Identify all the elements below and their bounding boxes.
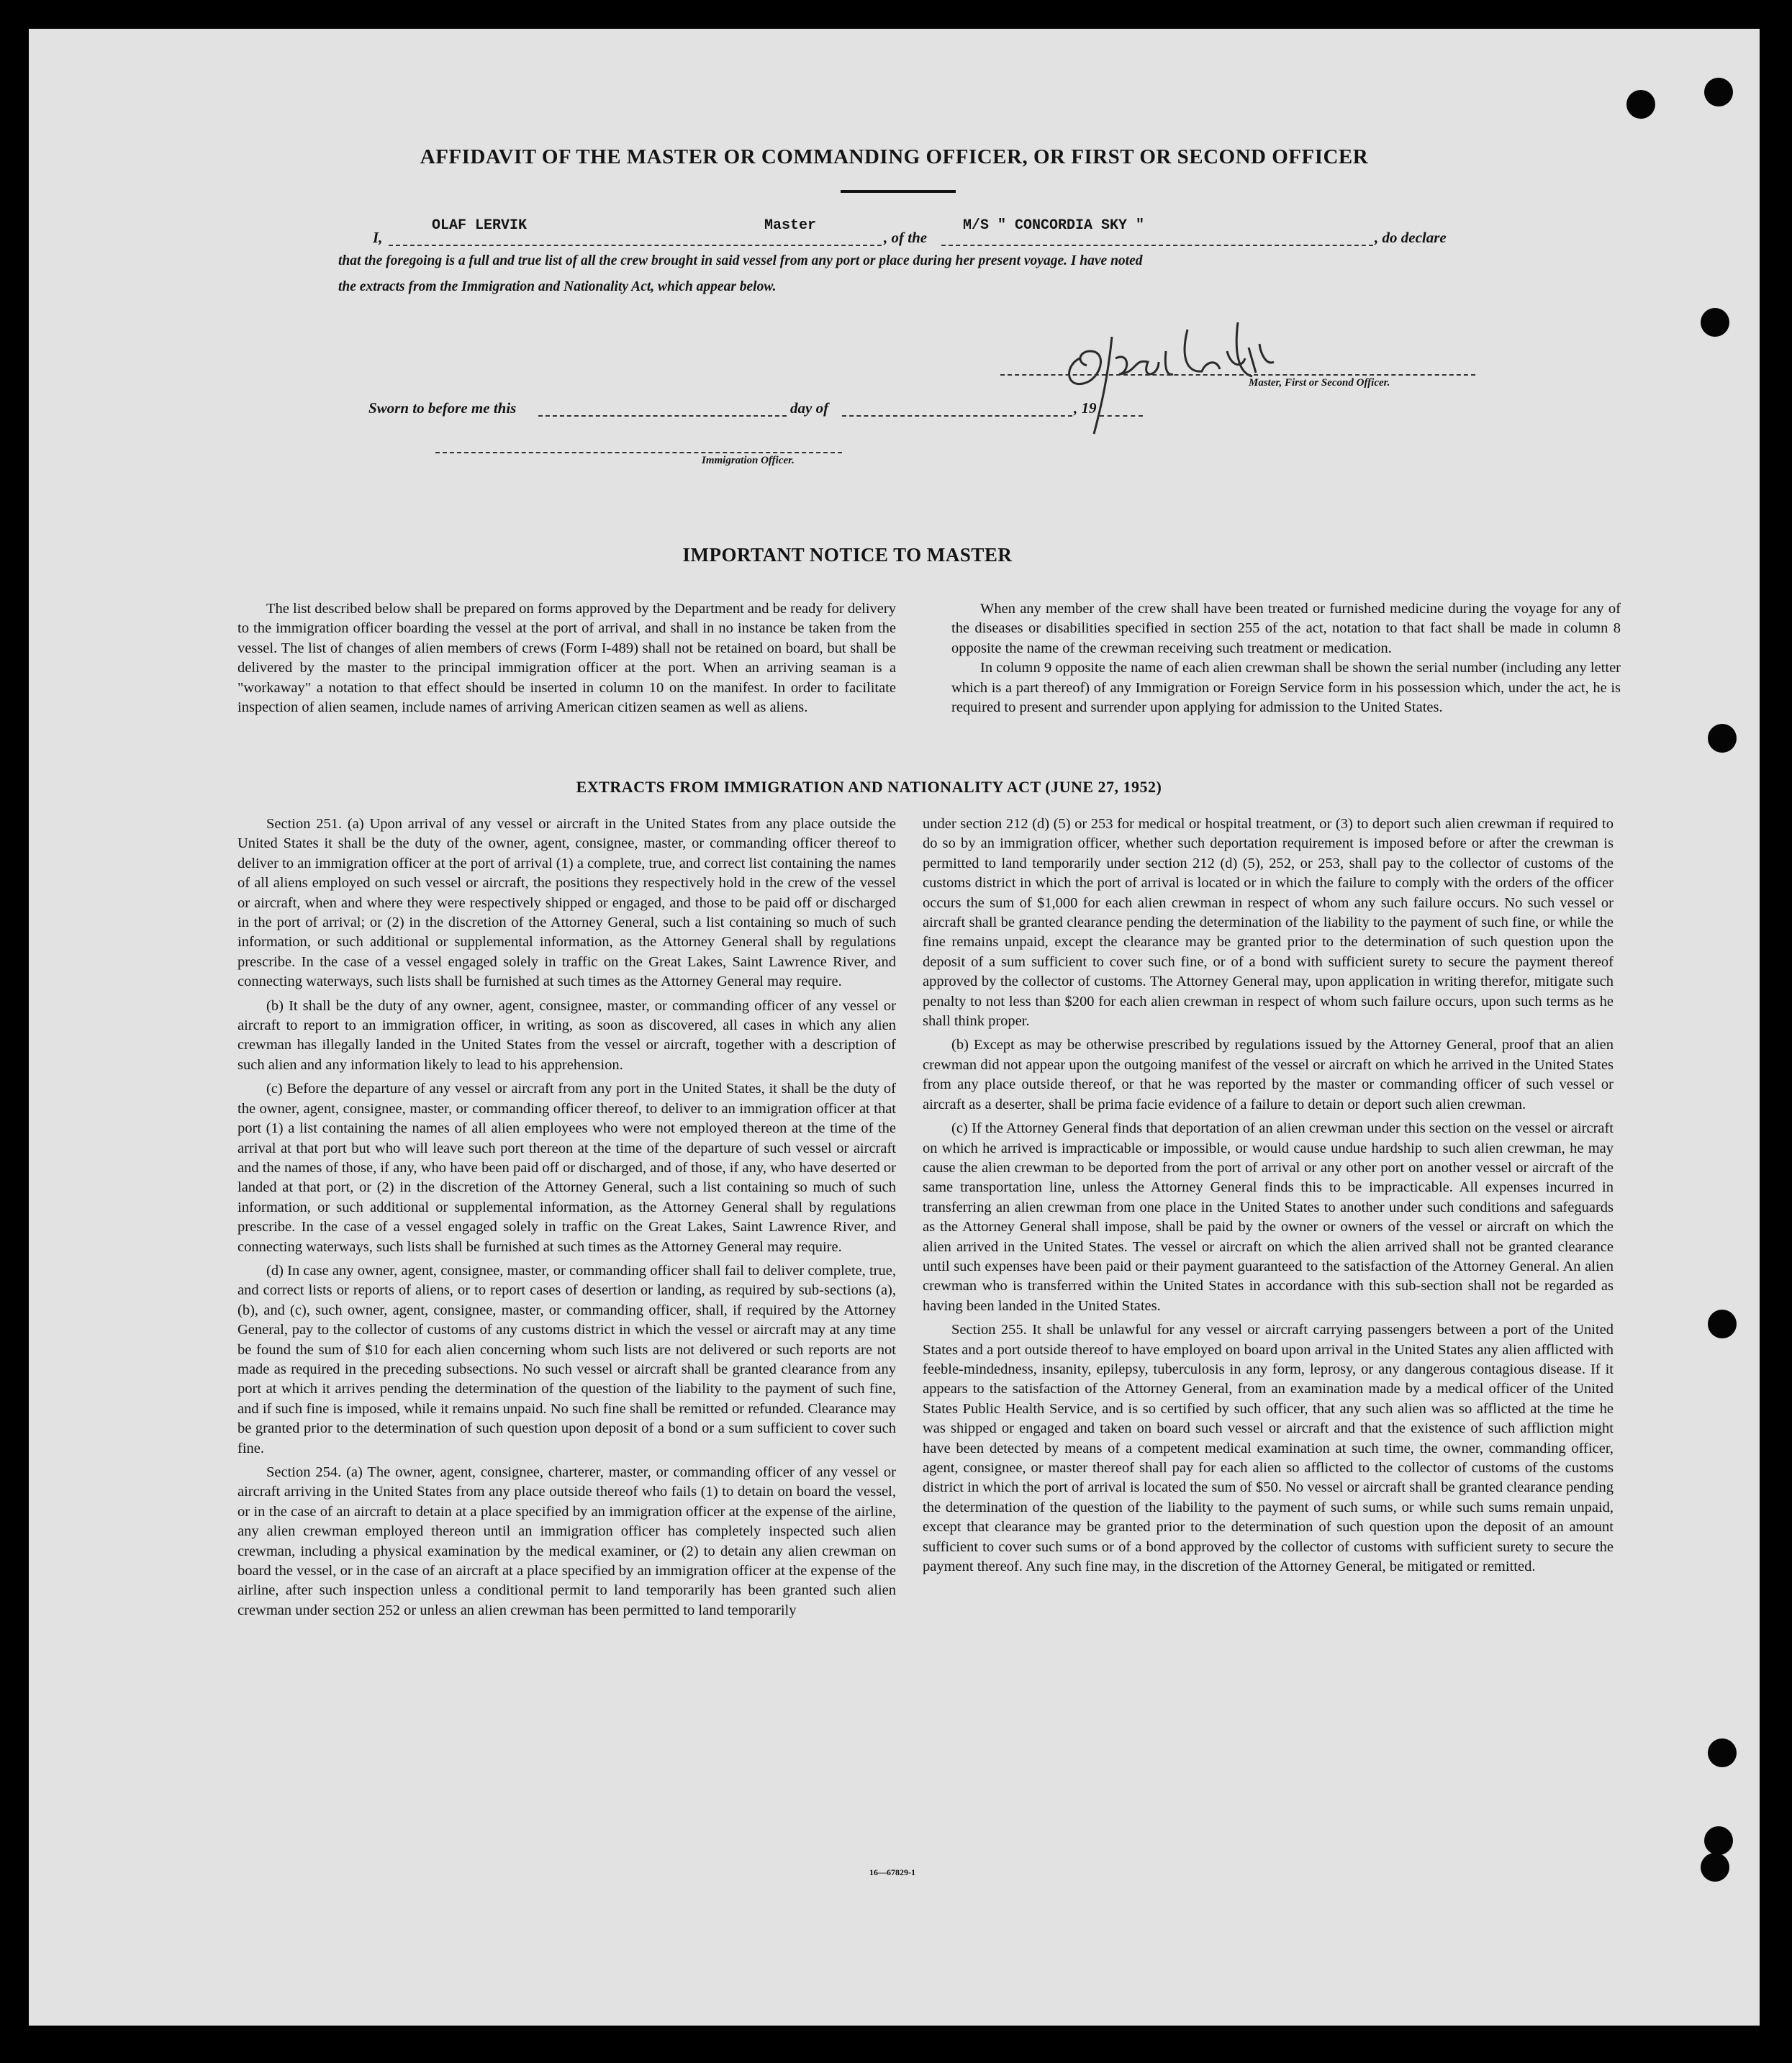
immigration-officer-caption: Immigration Officer. xyxy=(702,455,795,466)
section-255: Section 255. It shall be unlawful for any vessel or aircraft carrying passengers between a port of the United States and a port outside thereof to have employed on board upon arrival in the United States any alien afflicted with feeble-mindedness, insanity, epilepsy, tuberculosis in any form, leprosy, or any dangerous contagious disease. If it appears to the satisfaction of the Attorney General, from an examination made by a medical officer of the United States Public Health Service, and is so certified by such officer, that any such alien was so afflicted at the time he was shipped or engaged and taken on board such vessel or aircraft and that the existence of such affliction might have been detected by means of a competent medical examination at such time, the owner, commanding officer, agent, consignee, or master thereof shall pay for each alien so afflicted to the collector of customs of the customs district in which the port of arrival is located the sum of $50. No vessel or aircraft shall be granted clearance pending the determination of the question of the liability to the payment of such sums, or while such sums remain unpaid, except that clearance may be granted prior to the determination of such question upon the deposit of an amount sufficient to cover such sums or of a bond approved by the collector of customs with sufficient surety to secure the payment thereof. Any such fine may, in the discretion of the Attorney General, be mitigated or remitted. xyxy=(923,1322,1614,1575)
vessel-line xyxy=(941,245,1373,246)
signature-line xyxy=(1000,374,1475,376)
punch-hole xyxy=(1708,724,1737,753)
statement-line-1: that the foregoing is a full and true list of all the crew brought in said vessel from any port or place during her present voyage. I have noted xyxy=(338,253,1143,268)
declaration-prefix: I, xyxy=(373,229,383,246)
punch-hole xyxy=(1701,1853,1729,1882)
punch-hole xyxy=(1626,90,1655,119)
affidavit-title: AFFIDAVIT OF THE MASTER OR COMMANDING OFFICER, OR FIRST OR SECOND OFFICER xyxy=(420,145,1369,168)
punch-hole xyxy=(1708,1738,1737,1767)
year-label: , 19 xyxy=(1074,399,1097,417)
section-251-d: (d) In case any owner, agent, consignee, master, or commanding officer shall fail to deliver complete, true, and correct lists or reports of aliens, or to report cases of desertion or landing, as required by sub-sections (a), (b), and (c), such owner, agent, consignee, master, or commanding officer, shall, if required by the Attorney General, pay to the collector of customs of any customs district in which the vessel or aircraft may at any time be found the sum of $10 for each alien concerning whom such lists are not delivered or such reports are not made as required in the preceding subsections. No such vessel or aircraft shall be granted clearance from any port at which it arrives pending the determination of the question of the liability to the payment of such fine, and if such fine is imposed, while it remains unpaid. No such fine shall be remitted or refunded. Clearance may be granted prior to the determination of such question upon deposit of a bond or a sum sufficient to cover such fine. xyxy=(237,1262,896,1456)
notice-right-text-1: When any member of the crew shall have been treated or furnished medicine during the voyage for any of the diseases or disabilities specified in section 255 of the act, notation to that fact shall be made in column 8 opposite the name of the crewman receiving such treatment or medication. xyxy=(951,601,1621,656)
do-declare-label: , do declare xyxy=(1375,229,1447,246)
punch-hole xyxy=(1708,1310,1737,1338)
of-the-label: , of the xyxy=(884,229,928,246)
document-page xyxy=(29,29,1760,2026)
immigration-officer-line xyxy=(435,452,842,453)
title-underline xyxy=(841,190,956,193)
name-line xyxy=(389,245,882,246)
sworn-day-line xyxy=(538,415,787,417)
statement-line-2: the extracts from the Immigration and Nationality Act, which appear below. xyxy=(338,279,777,294)
sworn-label: Sworn to before me this xyxy=(368,399,517,417)
officer-name: OLAF LERVIK xyxy=(432,217,528,234)
notice-right-text-2: In column 9 opposite the name of each alien crewman shall be shown the serial number (including any letter which is a part thereof) of any Immigration or Foreign Service form in his possession which, under the act, he is required to present and surrender upon applying for admission to the United States. xyxy=(951,660,1621,716)
notice-right xyxy=(951,599,1621,722)
sworn-month-line xyxy=(842,415,1072,417)
notice-title: IMPORTANT NOTICE TO MASTER xyxy=(682,544,1013,566)
extracts-right-column xyxy=(923,815,1614,1581)
section-251-b: (b) It shall be the duty of any owner, agent, consignee, master, or commanding officer of any vessel or aircraft to report to an immigration officer, in writing, as soon as discovered, all cases in which any alien crewman has illegally landed in the United States from the vessel or aircraft, together with a description of such alien and any information likely to lead to his apprehension. xyxy=(237,997,896,1073)
punch-hole xyxy=(1704,1826,1733,1855)
vessel-name: M/S " CONCORDIA SKY " xyxy=(963,217,1145,234)
signature-caption: Master, First or Second Officer. xyxy=(1249,377,1390,389)
day-of-label: day of xyxy=(790,399,829,417)
punch-hole xyxy=(1704,78,1733,106)
form-number: 16—67829-1 xyxy=(869,1867,915,1877)
section-254-a-continued: under section 212 (d) (5) or 253 for medical or hospital treatment, or (3) to deport such alien crewman if required to do so by an immigration officer, whether such deportation requirement is imposed before or after the crewman is permitted to land temporarily under section 212 (d) (5), 252, or 253, shall pay to the collector of customs of the customs district in which the port of arrival is located or in which the failure to comply with the orders of the officer occurs the sum of $1,000 for each alien crewman in respect of whom any such failure occurs. No such vessel or aircraft shall be granted clearance pending the determination of the liability to the payment of such fine, or while the fine remains unpaid, except the clearance may be granted prior to the determination of such question upon the deposit of a sum sufficient to cover such fine, or of a bond with sufficient surety to secure the payment thereof approved by the collector of customs. The Attorney General may, upon application in writing therefor, mitigate such penalty to not less than $200 for each alien crewman in respect of whom such failure occurs, upon such terms as he shall think proper. xyxy=(923,816,1614,1030)
master-signature xyxy=(1051,308,1324,437)
section-254-b: (b) Except as may be otherwise prescribed by regulations issued by the Attorney General, proof that an alien crewman did not appear upon the outgoing manifest of the vessel or aircraft on which he arrived in the United States from any place outside thereof, or that he was reported by the master or commanding officer of such vessel or aircraft as a deserter, shall be prima facie evidence of a failure to detain or deport such alien crewman. xyxy=(923,1037,1614,1112)
punch-hole xyxy=(1701,308,1729,337)
notice-left-text: The list described below shall be prepared on forms approved by the Department and be ready for delivery to the immigration officer boarding the vessel at the port of arrival, and shall in no instance be taken from the vessel. The list of changes of alien members of crews (Form I-489) shall not be retained on board, but shall be delivered by the master to the principal immigration officer at the port. When an arriving seaman is a "workaway" a notation to that effect should be inserted in column 10 on the manifest. In order to facilitate inspection of alien seamen, include names of arriving American citizen seamen as well as aliens. xyxy=(237,601,896,716)
extracts-title: EXTRACTS FROM IMMIGRATION AND NATIONALITY ACT (JUNE 27, 1952) xyxy=(576,778,1162,796)
notice-left xyxy=(237,599,896,722)
section-254-a: Section 254. (a) The owner, agent, consignee, charterer, master, or commanding officer of any vessel or aircraft arriving in the United States from any place outside thereof who fails (1) to detain on board the vessel, or in the case of an aircraft to detain at a place specified by an immigration officer at the expense of the airline, any alien crewman employed thereon until an immigration officer has completely inspected such alien crewman, including a physical examination by the medical examiner, or (2) to detain any alien crewman on board the vessel, or in the case of an aircraft at a place specified by an immigration officer at the expense of the airline, after such inspection unless a conditional permit to land temporarily has been granted such alien crewman under section 252 or unless an alien crewman has been permitted to land temporarily xyxy=(237,1464,896,1618)
section-251-c: (c) Before the departure of any vessel or aircraft from any port in the United States, it shall be the duty of the owner, agent, consignee, master, or commanding officer thereof, to deliver to an immigration officer at that port (1) a list containing the names of all alien employees who were not employed thereon at the time of the arrival at that port but who will leave such port thereon at the time of the departure of such vessel or aircraft and the names of those, if any, who have been paid off or discharged, and of those, if any, who have deserted or landed at that port, or (2) in the discretion of the Attorney General, such a list containing so much of such information, or such additional or supplemental information, as the Attorney General shall by regulations prescribe. In the case of a vessel engaged solely in traffic on the Great Lakes, Saint Lawrence River, and connecting waterways, such lists shall be furnished at such times as the Attorney General may require. xyxy=(237,1081,896,1255)
officer-rank: Master xyxy=(764,217,817,234)
section-254-c: (c) If the Attorney General finds that deportation of an alien crewman under this section on the vessel or aircraft on which he arrived is impracticable or impossible, or would cause undue hardship to such alien crewman, he may cause the alien crewman to be deported from the port of arrival or any other port on another vessel or aircraft of the same transportation line, unless the Attorney General finds this to be impracticable. All expenses incurred in transferring an alien crewman from one place in the United States to another under such conditions and safeguards as the Attorney General shall impose, shall be paid by the owner or owners of the vessel or aircraft on which the alien arrived in the United States. The vessel or aircraft on which the alien arrived shall not be granted clearance until such expenses have been paid or their payment guaranteed to the satisfaction of the Attorney General. An alien crewman who is transferred within the United States in accordance with this sub-section shall not be regarded as having been landed in the United States. xyxy=(923,1120,1614,1314)
year-line xyxy=(1100,415,1143,417)
section-251-a: Section 251. (a) Upon arrival of any vessel or aircraft in the United States from any place outside the United States it shall be the duty of the owner, agent, consignee, master, or commanding officer thereof to deliver to an immigration officer at the port of arrival (1) a complete, true, and correct list containing the names of all aliens employed on such vessel or aircraft, the positions they respectively hold in the crew of the vessel or aircraft, when and where they were respectively shipped or engaged, and those to be paid off or discharged in the port of arrival; or (2) in the discretion of the Attorney General, such a list containing so much of such information, or such additional or supplemental information, as the Attorney General shall by regulations prescribe. In the case of a vessel engaged solely in traffic on the Great Lakes, Saint Lawrence River, and connecting waterways, such lists shall be furnished at such times as the Attorney General may require. xyxy=(237,816,896,990)
extracts-left-column xyxy=(237,815,896,1625)
